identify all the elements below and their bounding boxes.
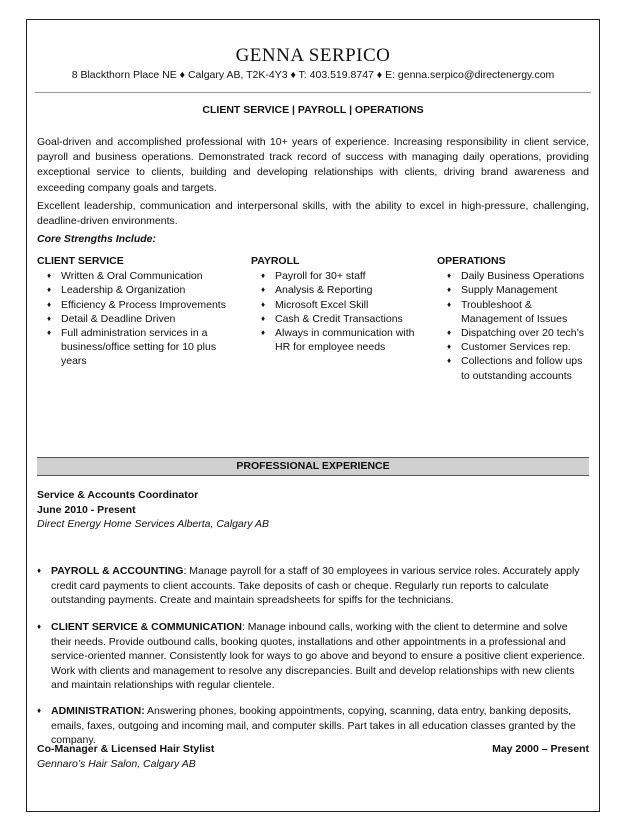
list-item: ♦ Full administration services in a business/office setting for 10 plus years <box>47 327 217 368</box>
diamond-bullet-icon: ♦ <box>447 271 452 281</box>
list-item: ♦ Supply Management <box>447 284 558 297</box>
bullet-label: ADMINISTRATION: <box>51 705 145 717</box>
summary-paragraph-1: Goal-driven and accomplished professional with 10+ years of experience. Increasing responsibility in client service, payroll and business operations. Demonstrated track record of success with managing daily operations, providing exceptional service to clients, building and developing relationships with clients, driving brand awareness and exceeding company goals and targets. <box>37 136 589 194</box>
list-item: ♦ Dispatching over 20 tech’s <box>447 327 584 340</box>
bullet-text: Answering phones, booking appointments, copying, scanning, data entry, banking deposits, emails, faxes, outgoing and incoming mail, and computer skills. Part takes in all education classes granted by the company. <box>51 705 576 746</box>
list-item: ♦ Microsoft Excel Skill <box>261 298 369 311</box>
diamond-bullet-icon: ♦ <box>261 271 266 281</box>
section-title: PROFESSIONAL EXPERIENCE <box>236 460 390 472</box>
diamond-bullet-icon: ♦ <box>447 299 452 309</box>
header-divider <box>35 92 591 93</box>
strengths-column-client-service <box>37 254 242 369</box>
bullet-label: PAYROLL & ACCOUNTING <box>51 565 184 577</box>
job-company: Gennaro’s Hair Salon, Calgary AB <box>37 757 196 770</box>
list-item: ♦ Analysis & Reporting <box>261 284 373 297</box>
resume-page <box>26 19 600 812</box>
diamond-bullet-icon: ♦ <box>447 342 452 352</box>
job-entry-coordinator <box>37 488 589 532</box>
bullet-text-continued: Work with clients and management to resolve any discrepancies. Built and develop relationships with new clients and maintain relationships with regular clientele. <box>51 664 575 691</box>
list-item: ♦ Always in communication with HR for employee needs <box>261 327 415 354</box>
diamond-bullet-icon: ♦ <box>261 299 266 309</box>
diamond-bullet-icon: ♦ <box>47 328 52 338</box>
bullet-text: : Manage inbound calls, working with the client to determine and solve their needs. Provide outbound calls, booking quotes, installations and other appointments in a professional and service-oriented manner. Consistently look for ways to go above and beyond to ensure a positive client experience. <box>51 621 586 662</box>
summary-section <box>37 135 589 250</box>
list-item: ♦ Payroll for 30+ staff <box>261 270 366 283</box>
list-item: ♦ Troubleshoot & Management of Issues <box>447 298 568 325</box>
diamond-bullet-icon: ♦ <box>47 299 52 309</box>
bullet-label: CLIENT SERVICE & COMMUNICATION <box>51 621 242 633</box>
job-entry-hair-stylist <box>37 742 589 771</box>
diamond-bullet-icon: ♦ <box>261 313 266 323</box>
list-item: ♦ Written & Oral Communication <box>47 270 203 283</box>
column-heading: CLIENT SERVICE <box>37 255 124 267</box>
experience-bullet-client-service <box>37 620 589 693</box>
experience-bullet-administration <box>37 704 589 748</box>
list-item: ♦ Leadership & Organization <box>47 284 186 297</box>
core-strengths-label: Core Strengths Include: <box>37 233 157 246</box>
strengths-column-operations <box>437 254 591 383</box>
diamond-bullet-icon: ♦ <box>447 356 452 366</box>
list-item: ♦ Detail & Deadline Driven <box>47 312 176 325</box>
column-heading: PAYROLL <box>251 255 300 267</box>
column-heading: OPERATIONS <box>437 255 506 267</box>
section-header-experience <box>37 457 589 476</box>
diamond-bullet-icon: ♦ <box>37 566 42 575</box>
list-item: ♦ Collections and follow ups to outstanding accounts <box>447 355 583 382</box>
diamond-bullet-icon: ♦ <box>37 706 42 715</box>
job-title: Service & Accounts Coordinator <box>37 489 199 501</box>
diamond-bullet-icon: ♦ <box>47 271 52 281</box>
diamond-bullet-icon: ♦ <box>261 328 266 338</box>
job-dates: June 2010 - Present <box>37 503 136 516</box>
professional-tagline: CLIENT SERVICE | PAYROLL | OPERATIONS <box>202 104 424 116</box>
contact-line: 8 Blackthorn Place NE ♦ Calgary AB, T2K-4Y3 ♦ T: 403.519.8747 ♦ E: genna.serpico@directenergy.com <box>71 69 555 81</box>
diamond-bullet-icon: ♦ <box>37 622 42 631</box>
bullet-text: : Manage payroll for a staff of 30 employees in various service roles. Accurately apply credit card payments to client accounts. Take deposits of cash or cheque. Regularly run reports to calculate outstanding payments. Create and maintain spreadsheets for spiffs for the technicians. <box>51 565 580 606</box>
list-item: ♦ Customer Services rep. <box>447 341 571 354</box>
summary-paragraph-2: Excellent leadership, communication and interpersonal skills, with the ability to excel in high-pressure, challenging, deadline-driven environments. <box>37 199 589 228</box>
list-item: ♦ Cash & Credit Transactions <box>261 312 403 325</box>
candidate-name: GENNA SERPICO <box>235 45 391 66</box>
diamond-bullet-icon: ♦ <box>261 285 266 295</box>
diamond-bullet-icon: ♦ <box>447 285 452 295</box>
list-item: ♦ Efficiency & Process Improvements <box>47 298 226 311</box>
job-company: Direct Energy Home Services Alberta, Calgary AB <box>37 518 270 530</box>
diamond-bullet-icon: ♦ <box>47 285 52 295</box>
list-item: ♦ Daily Business Operations <box>447 270 585 283</box>
job-dates: May 2000 – Present <box>492 743 589 755</box>
diamond-bullet-icon: ♦ <box>47 313 52 323</box>
diamond-bullet-icon: ♦ <box>447 328 452 338</box>
experience-bullet-payroll <box>37 564 589 608</box>
strengths-column-payroll <box>251 254 431 354</box>
job-title: Co-Manager & Licensed Hair Stylist <box>37 743 215 755</box>
